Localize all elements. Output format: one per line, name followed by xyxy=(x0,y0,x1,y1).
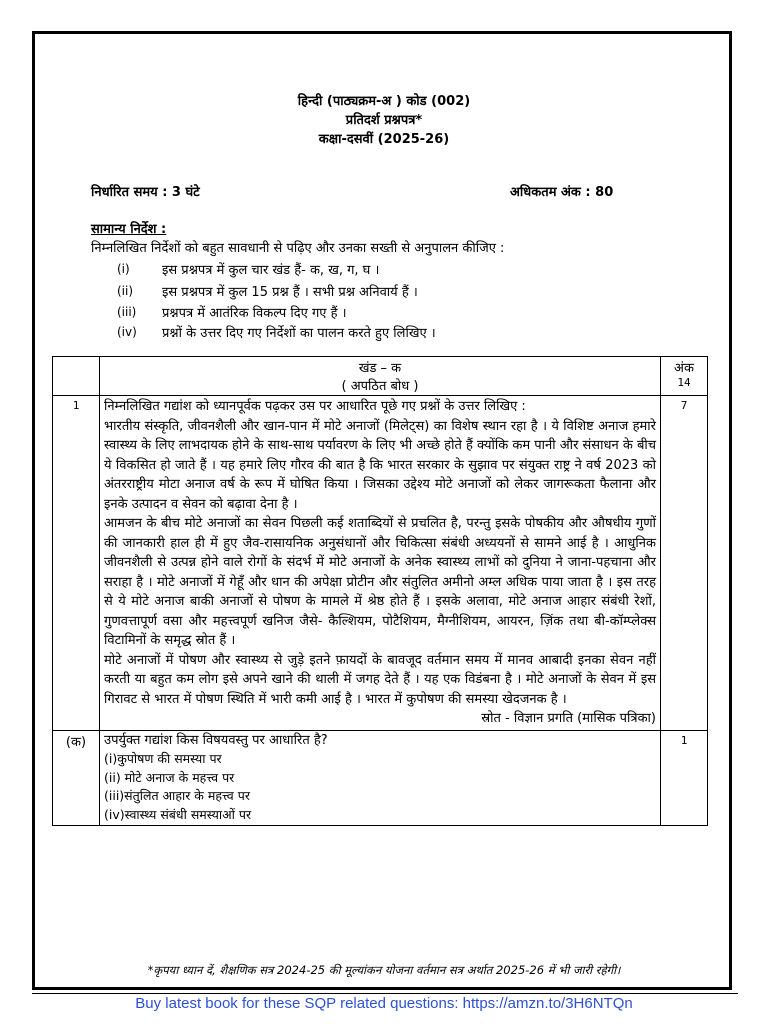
marks-heading: अंक xyxy=(674,361,694,376)
instructions-intro: निम्नलिखित निर्देशों को बहुत सावधानी से पढ़िए और उनका सख्ती से अनुपालन कीजिए : xyxy=(91,241,505,256)
page-border-bottom-rule xyxy=(32,993,738,994)
time-allowed: निर्धारित समय : 3 घंटे xyxy=(91,185,200,200)
question-row xyxy=(53,396,708,731)
passage-paragraph: भारतीय संस्कृति, जीवनशैली और खान-पान में मोटे अनाजों (मिलेट्स) का विशेष स्थान रहा है । ये विशिष्ट अनाज हमारे स्वास्थ्य के लिए लाभदायक होने के साथ-साथ पर्यावरण के लिए भी अच्छे होते हैं क्योंकि कम पानी और संसाधन के बीच ये विकसित हो जाते हैं । यह हमारे लिए गौरव की बात है कि भारत सरकार के सुझाव पर संयुक्त राष्ट्र ने वर्ष 2023 को अंतरराष्ट्रीय मोटा अनाज वर्ष के रूप में घोषित किया । जिसका उद्देश्य मोटे अनाजों को लेकर जागरूकता फैलाना और इनके उत्पादन व सेवन को बढ़ावा देना है । xyxy=(104,418,656,512)
question-row xyxy=(53,730,708,826)
subquestion-marks: 1 xyxy=(661,730,708,826)
paper-subtitle: प्रतिदर्श प्रश्नपत्र* xyxy=(345,113,423,128)
question-prompt: निम्नलिखित गद्यांश को ध्यानपूर्वक पढ़कर उस पर आधारित पूछे गए प्रश्नों के उत्तर लिखिए : xyxy=(104,399,526,414)
empty-cell xyxy=(53,357,100,396)
footnote: *कृपया ध्यान दें, शैक्षणिक सत्र 2024-25 की मूल्यांकन योजना वर्तमान सत्र अर्थात 2025-26 में भी जारी रहेगी। xyxy=(147,963,621,977)
passage-source: स्रोत - विज्ञान प्रगति (मासिक पत्रिका) xyxy=(481,711,656,726)
max-marks: अधिकतम अंक : 80 xyxy=(510,185,614,200)
question-number: 1 xyxy=(53,396,100,731)
option: (iii)संतुलित आहार के महत्त्व पर xyxy=(104,788,250,803)
promo-link[interactable]: Buy latest book for these SQP related questions: https://amzn.to/3H6NTQn xyxy=(135,995,633,1012)
instruction-text: प्रश्नों के उत्तर दिए गए निर्देशों का पालन करते हुए लिखिए । xyxy=(162,326,436,341)
instructions-heading: सामान्य निर्देश : xyxy=(91,222,167,237)
instruction-text: प्रश्नपत्र में आतंरिक विकल्प दिए गए हैं । xyxy=(162,306,347,321)
subquestion-number: (क) xyxy=(53,730,100,826)
section-marks-cell xyxy=(661,357,708,396)
instruction-text: इस प्रश्नपत्र में कुल 15 प्रश्न हैं । सभी प्रश्न अनिवार्य हैं । xyxy=(162,285,418,300)
paper-title: हिन्दी (पाठ्यक्रम-अ ) कोड (002) xyxy=(297,94,471,109)
subquestion-cell xyxy=(100,730,661,826)
instruction-num: (ii) xyxy=(117,284,134,298)
section-marks: 14 xyxy=(677,376,691,389)
question-marks: 7 xyxy=(661,396,708,731)
section-title-cell xyxy=(100,357,661,396)
section-subtitle: ( अपठित बोध ) xyxy=(341,379,419,394)
option: (iv)स्वास्थ्य संबंधी समस्याओं पर xyxy=(104,806,252,822)
option: (ii) मोटे अनाज के महत्त्व पर xyxy=(104,769,235,785)
instruction-text: इस प्रश्नपत्र में कुल चार खंड हैं- क, ख, ग, घ । xyxy=(162,263,380,278)
instruction-num: (i) xyxy=(117,262,130,276)
section-header-row xyxy=(53,357,708,396)
passage-paragraph: आमजन के बीच मोटे अनाजों का सेवन पिछली कई शताब्दियों से प्रचलित है, परन्तु इसके पोषकीय और औषधीय गुणों की जानकारी हाल ही में हुए जैव-रासायनिक अनुसंधानों और चिकित्सा संबंधी अध्ययनों से सामने आई है । आधुनिक जीवनशैली से उत्पन्न होने वाले रोगों के संदर्भ में मोटे अनाजों के अनेक स्वास्थ्य लाभों को दुनिया ने जाना-पहचाना और सराहा है । मोटे अनाजों में गेहूँ और धान की अपेक्षा प्रोटीन और संतुलित अमीनो अम्ल अधिक पाया जाता है । इस तरह से ये मोटे अनाज बाकी अनाजों से पोषण के मामले में श्रेष्ठ होते हैं । इसके अलावा, मोटे अनाज आहार संबंधी रेशों, गुणवत्तापूर्ण वसा और महत्त्वपूर्ण खनिज जैसे- कैल्शियम, पोटैशियम, मैग्नीशियम, आयरन, ज़िंक तथा बी-कॉम्प्लेक्स विटामिनों के समृद्ध स्रोत हैं । xyxy=(104,516,656,648)
instruction-num: (iii) xyxy=(117,305,137,319)
option: (i)कुपोषण की समस्या पर xyxy=(104,751,222,766)
class-session: कक्षा-दसवीं (2025-26) xyxy=(318,132,450,147)
passage-cell xyxy=(100,396,661,731)
question-table xyxy=(52,356,708,826)
section-title: खंड – क xyxy=(358,361,402,376)
instruction-num: (iv) xyxy=(117,325,137,339)
passage-paragraph: मोटे अनाजों में पोषण और स्वास्थ्य से जुड़े इतने फ़ायदों के बावजूद वर्तमान समय में मानव आबादी इनका सेवन नहीं करती या बहुत कम लोग इसे अपने खाने की थाली में जगह देते हैं । यह एक विडंबना है । मोटे अनाजों के सेवन में इस गिरावट से भारत में पोषण स्थिति में भारी कमी आई है । भारत में कुपोषण की समस्या खेदजनक है । xyxy=(104,652,656,707)
subquestion-prompt: उपर्युक्त गद्यांश किस विषयवस्तु पर आधारित है? xyxy=(104,732,328,748)
